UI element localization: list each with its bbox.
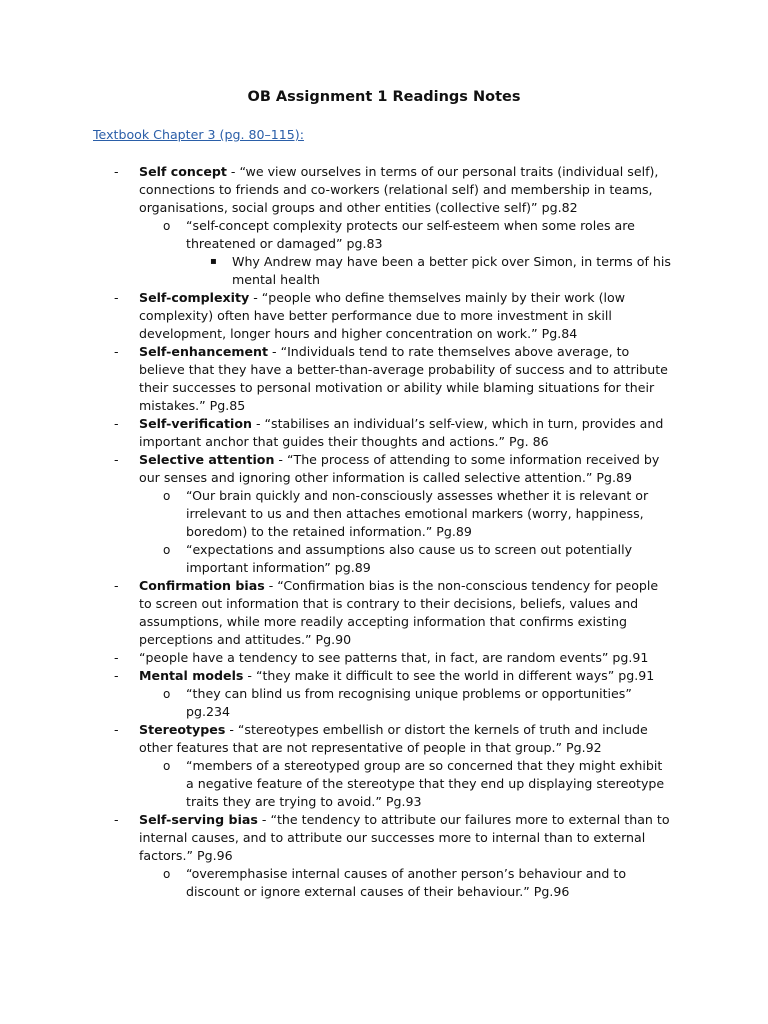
note-content [186, 488, 648, 539]
dash-bullet: - [114, 812, 119, 827]
dash-bullet: - [114, 578, 119, 593]
note-text: - “The process of attending to some information received by our senses and ignoring other information is called selective attention.” Pg.89 [139, 452, 660, 485]
circle-bullet: o [163, 219, 171, 233]
note-text: “they can blind us from recognising unique problems or opportunities” pg.234 [186, 686, 632, 719]
dash-bullet: - [114, 668, 119, 683]
document-title: OB Assignment 1 Readings Notes [247, 89, 521, 105]
note-term: Selective attention [139, 452, 275, 467]
note-text: - “stabilises an individual’s self-view, which in turn, provides and important anchor that guides their thoughts and actions.” Pg. 86 [139, 416, 664, 449]
note-text: “expectations and assumptions also cause us to screen out potentially important information” pg.89 [186, 542, 633, 575]
note-content [139, 722, 648, 755]
note-term: Confirmation bias [139, 578, 265, 593]
note-item-level-1 [114, 667, 674, 685]
note-text: “Our brain quickly and non-consciously assesses whether it is relevant or irrelevant to us and then attaches emotional markers (worry, happiness, boredom) to the retained information.” Pg.89 [186, 488, 649, 539]
note-text: - “the tendency to attribute our failures more to external than to internal causes, and to attribute our successes more to internal than to external factors.” Pg.96 [139, 812, 670, 863]
note-content [139, 812, 670, 863]
note-text: - “people who define themselves mainly by their work (low complexity) often have better performance due to more investment in skill development, longer hours and higher concentration on work.” Pg.84 [139, 290, 625, 341]
note-item-level-1 [114, 811, 674, 865]
note-content [139, 452, 659, 485]
note-text: - “we view ourselves in terms of our personal traits (individual self), connections to friends and co-workers (relational self) and membership in teams, organisations, social groups and other entities (collective self)” pg.82 [139, 164, 659, 215]
note-content [186, 758, 664, 809]
note-item-level-2 [163, 685, 674, 721]
note-item-level-1 [114, 649, 674, 667]
note-item-level-2 [163, 865, 674, 901]
note-text: - “Individuals tend to rate themselves above average, to believe that they have a better-than-average probability of success and to attribute their successes to personal motivation or ability while blaming situations for their mistakes.” Pg.85 [139, 344, 668, 413]
note-term: Self concept [139, 164, 227, 179]
notes-list [0, 163, 768, 901]
note-item-level-2 [163, 487, 674, 541]
note-text: “members of a stereotyped group are so concerned that they might exhibit a negative feature of the stereotype that they end up displaying stereotype traits they are trying to avoid.” Pg.93 [186, 758, 665, 809]
note-content [139, 344, 668, 413]
dash-bullet: - [114, 290, 119, 305]
dash-bullet: - [114, 452, 119, 467]
dash-bullet: - [114, 344, 119, 359]
note-item-level-1 [114, 577, 674, 649]
note-item-level-1 [114, 451, 674, 487]
note-item-level-1 [114, 289, 674, 343]
dash-bullet: - [114, 416, 119, 431]
note-content [139, 290, 625, 341]
note-term: Stereotypes [139, 722, 226, 737]
note-text: - “stereotypes embellish or distort the kernels of truth and include other features that are not representative of people in that group.” Pg.92 [139, 722, 648, 755]
note-text: “overemphasise internal causes of another person’s behaviour and to discount or ignore external causes of their behaviour.” Pg.96 [186, 866, 627, 899]
note-item-level-3 [210, 253, 674, 289]
note-content [139, 578, 658, 647]
circle-bullet: o [163, 687, 171, 701]
note-item-level-2 [163, 757, 674, 811]
note-text: “people have a tendency to see patterns that, in fact, are random events” pg.91 [139, 650, 649, 665]
dash-bullet: - [114, 164, 119, 179]
note-term: Self-verification [139, 416, 252, 431]
note-content [232, 254, 671, 287]
note-content [139, 668, 654, 683]
note-item-level-1 [114, 415, 674, 451]
note-term: Self-serving bias [139, 812, 258, 827]
circle-bullet: o [163, 867, 171, 881]
note-content [139, 416, 663, 449]
note-item-level-1 [114, 343, 674, 415]
note-term: Self-enhancement [139, 344, 269, 359]
square-bullet: ▪ [210, 256, 217, 267]
note-item-level-2 [163, 217, 674, 253]
note-item-level-2 [163, 541, 674, 577]
dash-bullet: - [114, 650, 119, 665]
note-content [186, 218, 635, 251]
note-term: Self-complexity [139, 290, 250, 305]
note-content [186, 686, 632, 719]
note-content [139, 164, 658, 215]
note-content [186, 542, 632, 575]
note-text: Why Andrew may have been a better pick over Simon, in terms of his mental health [232, 254, 671, 287]
section-heading-link[interactable]: Textbook Chapter 3 (pg. 80–115): [93, 127, 304, 142]
note-content [139, 650, 648, 665]
note-content [186, 866, 626, 899]
note-term: Mental models [139, 668, 244, 683]
note-text: “self-concept complexity protects our self-esteem when some roles are threatened or damaged” pg.83 [186, 218, 635, 251]
note-text: - “Confirmation bias is the non-conscious tendency for people to screen out information that is contrary to their decisions, beliefs, values and assumptions, while more readily accepting information that confirms existing perceptions and attitudes.” Pg.90 [139, 578, 659, 647]
note-item-level-1 [114, 163, 674, 217]
circle-bullet: o [163, 759, 171, 773]
circle-bullet: o [163, 489, 171, 503]
note-item-level-1 [114, 721, 674, 757]
dash-bullet: - [114, 722, 119, 737]
circle-bullet: o [163, 543, 171, 557]
note-text: - “they make it difficult to see the world in different ways” pg.91 [243, 668, 655, 683]
